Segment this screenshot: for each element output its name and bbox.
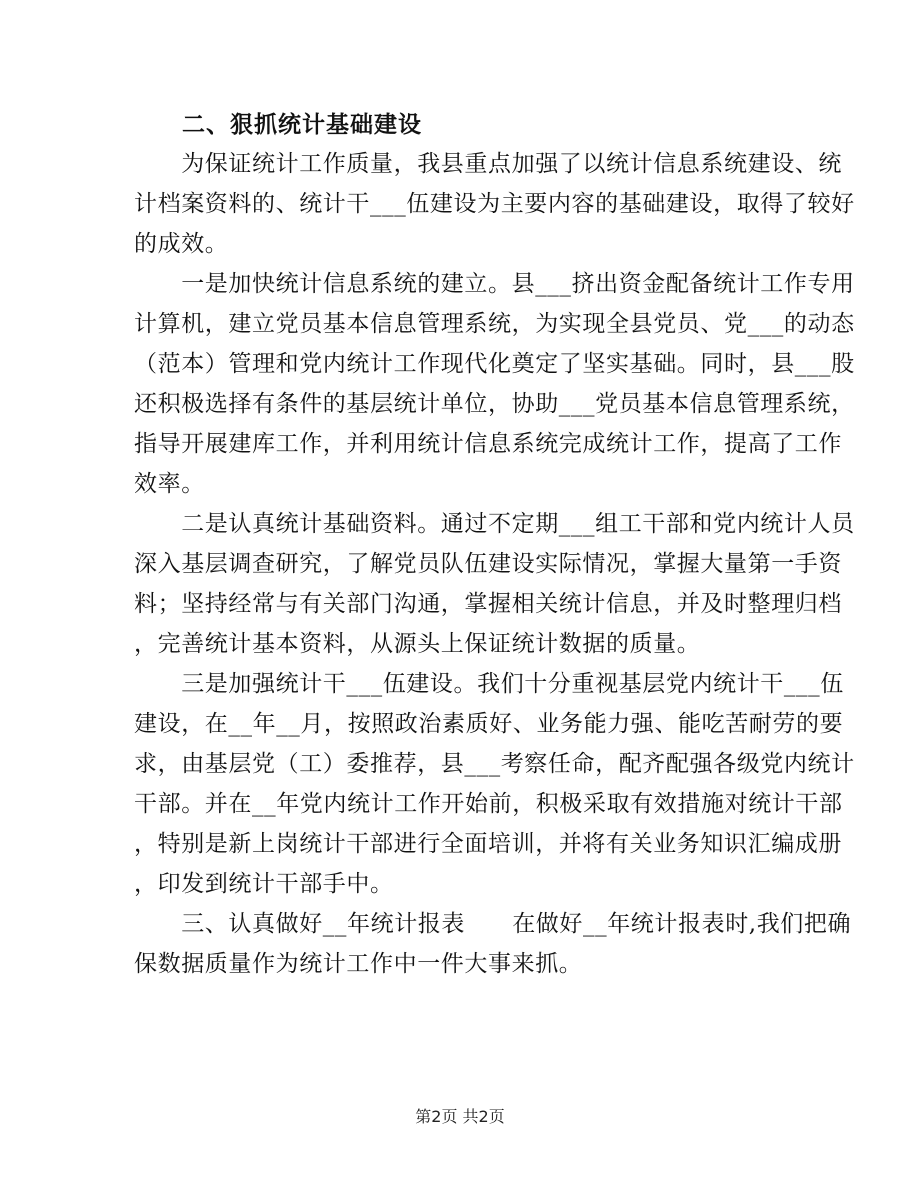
paragraph-line: 一是加快统计信息系统的建立。县___挤出资金配备统计工作专用	[134, 271, 855, 297]
paragraph-line: 计算机，建立党员基本信息管理系统，为实现全县党员、党___的动态	[134, 311, 855, 337]
paragraph-line: 效率。	[134, 471, 205, 497]
paragraph-line: 计档案资料的、统计干___伍建设为主要内容的基础建设，取得了较好	[134, 191, 855, 217]
paragraph-line: 指导开展建库工作，并利用统计信息系统完成统计工作，提高了工作	[134, 431, 842, 457]
page-footer: 第2页 共2页	[415, 1107, 505, 1126]
paragraph-line: 建设，在__年__月，按照政治素质好、业务能力强、能吃苦耐劳的要	[134, 711, 844, 737]
paragraph-line: 三、认真做好__年统计报表 在做好__年统计报表时,我们把确	[134, 911, 852, 937]
paragraph-line: 为保证统计工作质量，我县重点加强了以统计信息系统建设、统	[134, 151, 842, 177]
paragraph-line: ，完善统计基本资料，从源头上保证统计数据的质量。	[134, 631, 701, 657]
section-heading: 二、狠抓统计基础建设	[182, 111, 422, 138]
paragraph-line: 的成效。	[134, 231, 229, 257]
paragraph-line: ，印发到统计干部手中。	[134, 871, 394, 897]
paragraph-line: 干部。并在__年党内统计工作开始前，积极采取有效措施对统计干部	[134, 791, 843, 817]
paragraph-line: 二是认真统计基础资料。通过不定期___组工干部和党内统计人员	[134, 511, 855, 537]
paragraph-line: 还积极选择有条件的基层统计单位，协助___党员基本信息管理系统，	[134, 391, 855, 417]
paragraph-line: 三是加强统计干___伍建设。我们十分重视基层党内统计干___伍	[134, 671, 844, 697]
paragraph-line: 料；坚持经常与有关部门沟通，掌握相关统计信息，并及时整理归档	[134, 591, 842, 617]
paragraph-line: 保数据质量作为统计工作中一件大事来抓。	[134, 951, 583, 977]
paragraph-line: 求，由基层党（工）委推荐，县___考察任命，配齐配强各级党内统计	[134, 751, 855, 777]
paragraph-line: ，特别是新上岗统计干部进行全面培训，并将有关业务知识汇编成册	[134, 831, 842, 857]
paragraph-line: （范本）管理和党内统计工作现代化奠定了坚实基础。同时，县___股	[134, 351, 855, 377]
paragraph-line: 深入基层调查研究，了解党员队伍建设实际情况，掌握大量第一手资	[134, 551, 842, 577]
